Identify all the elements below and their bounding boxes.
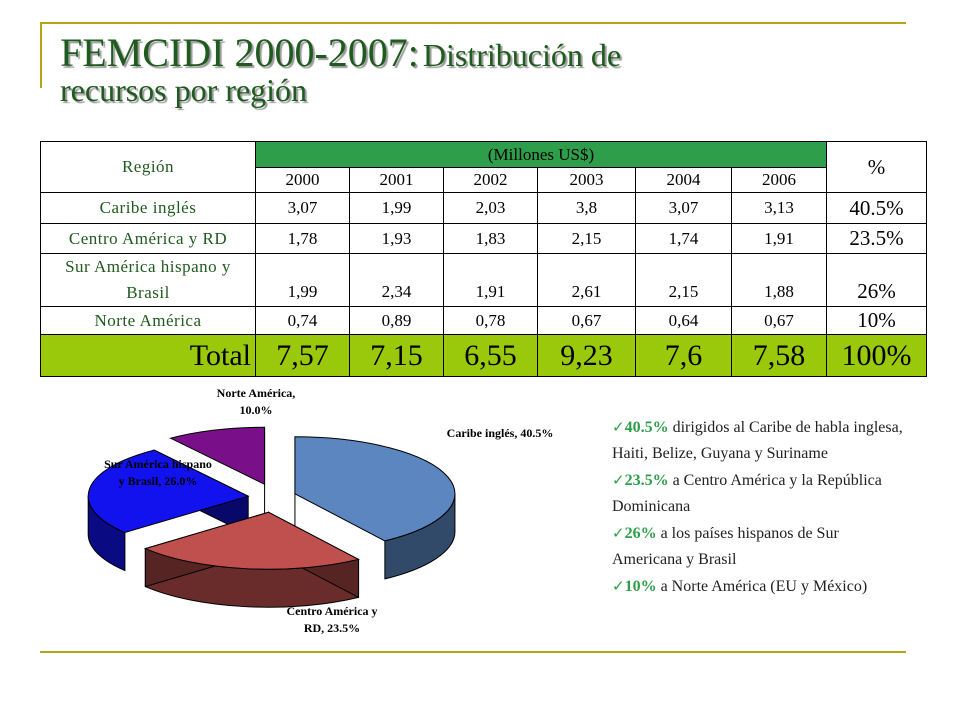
pie-label-line1: Centro América y xyxy=(286,604,378,618)
year-header: 2001 xyxy=(350,168,444,193)
row-region-line2: Brasil xyxy=(126,283,170,302)
total-cell: 7,15 xyxy=(350,335,444,377)
pie-label xyxy=(286,604,377,635)
bullet-text: a Norte América (EU y México) xyxy=(656,578,868,595)
bullet-percent: 26% xyxy=(624,525,657,542)
table-row xyxy=(41,193,927,224)
table-cell: 0,89 xyxy=(350,307,444,335)
table-cell: 1,91 xyxy=(732,224,827,254)
total-label: Total xyxy=(41,335,256,377)
bullet-item xyxy=(612,520,912,573)
table-cell: 1,74 xyxy=(636,224,732,254)
table-cell: 0,64 xyxy=(636,307,732,335)
row-percent: 40.5% xyxy=(827,193,927,224)
bullet-text: a los países hispanos de Sur Americana y Brasil xyxy=(612,525,839,568)
bottom-rule xyxy=(40,651,906,653)
table-row xyxy=(41,254,927,307)
bullet-item xyxy=(612,573,912,600)
table-cell: 2,15 xyxy=(636,254,732,307)
row-percent: 10% xyxy=(827,307,927,335)
year-header: 2006 xyxy=(732,168,827,193)
table-cell: 1,99 xyxy=(256,254,350,307)
row-region: Centro América y RD xyxy=(41,224,256,254)
top-rule xyxy=(40,22,906,24)
check-icon: ✓ xyxy=(612,524,625,542)
bullet-percent: 40.5% xyxy=(624,419,669,436)
pie-chart xyxy=(40,385,600,650)
bullet-percent: 10% xyxy=(624,578,657,595)
pie-slice xyxy=(145,512,358,607)
table-row xyxy=(41,307,927,335)
bullet-text: a Centro América y la República Dominicana xyxy=(612,472,882,515)
table-cell: 0,67 xyxy=(732,307,827,335)
table-cell: 2,34 xyxy=(350,254,444,307)
bullet-text: dirigidos al Caribe de habla inglesa, Haiti, Belize, Guyana y Suriname xyxy=(612,419,903,462)
pie-label-line1: Caribe inglés, 40.5% xyxy=(446,426,554,440)
row-percent: 26% xyxy=(827,254,927,307)
table-cell: 1,88 xyxy=(732,254,827,307)
bullet-item xyxy=(612,414,912,467)
table-cell: 1,99 xyxy=(350,193,444,224)
total-cell: 7,58 xyxy=(732,335,827,377)
table-cell: 3,07 xyxy=(636,193,732,224)
table-cell: 0,74 xyxy=(256,307,350,335)
table-cell: 3,13 xyxy=(732,193,827,224)
table-row xyxy=(41,224,927,254)
row-region xyxy=(41,254,256,307)
check-icon: ✓ xyxy=(612,471,625,489)
total-row xyxy=(41,335,927,377)
row-region: Caribe inglés xyxy=(41,193,256,224)
left-rule xyxy=(40,22,42,88)
table-cell: 1,83 xyxy=(444,224,538,254)
table-cell: 2,03 xyxy=(444,193,538,224)
bullet-percent: 23.5% xyxy=(624,472,669,489)
pie-label xyxy=(447,426,554,440)
title-main: FEMCIDI 2000-2007: xyxy=(60,30,419,75)
bullet-item xyxy=(612,467,912,520)
table-cell: 0,67 xyxy=(538,307,636,335)
year-header: 2000 xyxy=(256,168,350,193)
table-cell: 3,8 xyxy=(538,193,636,224)
pie-label-line1: Norte América, xyxy=(216,386,296,400)
pie-label-line1: Sur América hispano xyxy=(104,457,212,471)
pie-label-line2: 10.0% xyxy=(239,403,273,417)
pie-label-line2: y Brasil, 26.0% xyxy=(118,474,198,488)
slide-title xyxy=(60,32,930,108)
check-icon: ✓ xyxy=(612,418,625,436)
total-cell: 9,23 xyxy=(538,335,636,377)
header-region: Región xyxy=(41,142,256,193)
bullet-list xyxy=(612,414,912,600)
header-unit: (Millones US$) xyxy=(256,142,827,168)
title-sub-line2: recursos por región xyxy=(60,72,308,108)
row-percent: 23.5% xyxy=(827,224,927,254)
pie-label-line2: RD, 23.5% xyxy=(303,621,361,635)
table-cell: 2,15 xyxy=(538,224,636,254)
funding-table xyxy=(40,141,927,377)
table-cell: 2,61 xyxy=(538,254,636,307)
pie-3d-group xyxy=(88,427,455,607)
table-cell: 0,78 xyxy=(444,307,538,335)
table-cell: 3,07 xyxy=(256,193,350,224)
year-header: 2003 xyxy=(538,168,636,193)
total-cell: 7,57 xyxy=(256,335,350,377)
row-region: Norte América xyxy=(41,307,256,335)
year-header: 2004 xyxy=(636,168,732,193)
year-header: 2002 xyxy=(444,168,538,193)
check-icon: ✓ xyxy=(612,577,625,595)
total-cell: 6,55 xyxy=(444,335,538,377)
total-percent: 100% xyxy=(827,335,927,377)
total-cell: 7,6 xyxy=(636,335,732,377)
row-region-line1: Sur América hispano y xyxy=(65,257,231,276)
header-percent: % xyxy=(827,142,927,193)
table-cell: 1,93 xyxy=(350,224,444,254)
table-cell: 1,91 xyxy=(444,254,538,307)
title-sub-line1: Distribución de xyxy=(422,37,622,73)
table-cell: 1,78 xyxy=(256,224,350,254)
pie-label xyxy=(217,386,296,417)
